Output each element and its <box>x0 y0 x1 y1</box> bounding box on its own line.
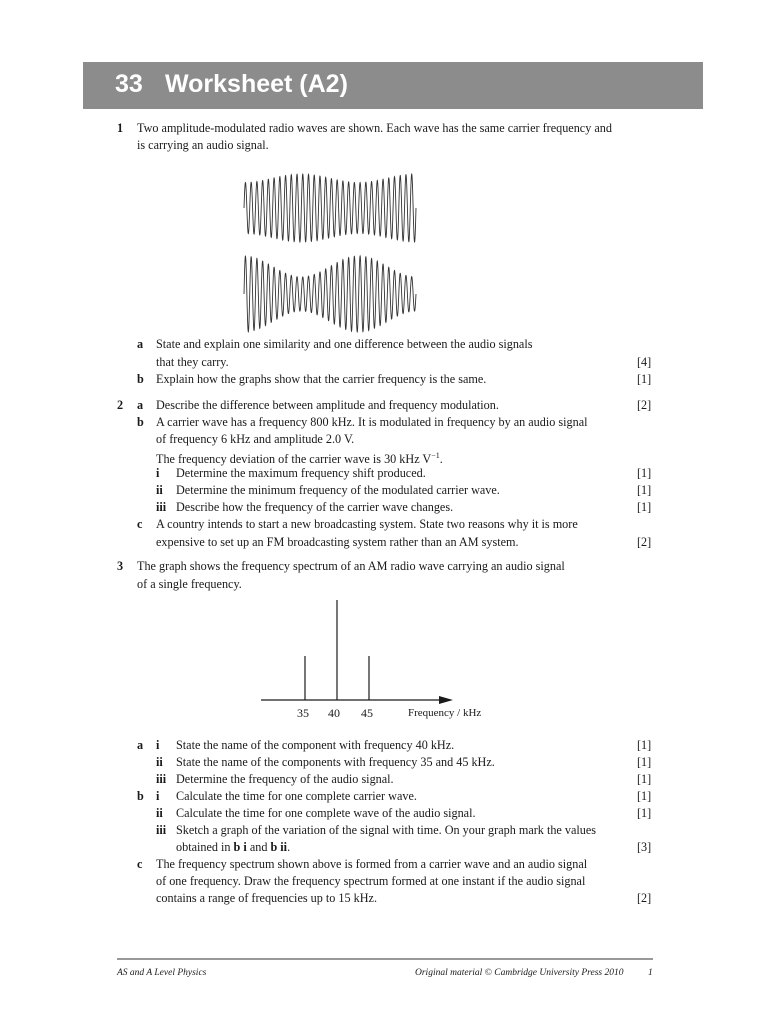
q3biii-ref-bi: b i <box>233 840 247 854</box>
q3bi-marks: [1] <box>637 789 652 803</box>
q3aii-marks: [1] <box>637 755 652 769</box>
q3c-text-line-1: The frequency spectrum shown above is formed from a carrier wave and an audio signal <box>156 857 588 871</box>
q2c-label: c <box>137 517 143 531</box>
q3b-label: b <box>137 789 144 803</box>
q3aiii-marks: [1] <box>637 772 652 786</box>
q3aiii-text: Determine the frequency of the audio signal. <box>176 772 394 786</box>
q2b-label: b <box>137 415 144 429</box>
q1b-label: b <box>137 372 144 386</box>
tick-label-45: 45 <box>361 706 373 720</box>
q1-number: 1 <box>117 121 124 135</box>
q3bi-text: Calculate the time for one complete carrier wave. <box>176 789 417 803</box>
tick-label-40: 40 <box>328 706 340 720</box>
q3-intro-line-2: of a single frequency. <box>137 577 242 591</box>
tick-label-35: 35 <box>297 706 309 720</box>
frequency-axis-arrowhead <box>439 696 453 704</box>
q3bii-marks: [1] <box>637 806 652 820</box>
q1-intro-line-2: is carrying an audio signal. <box>137 138 269 152</box>
worksheet-title: Worksheet (A2) <box>165 70 348 98</box>
q2b-unit-superscript: −1 <box>431 451 440 460</box>
q3biii-marks: [3] <box>637 840 652 854</box>
q2c-text-line-1: A country intends to start a new broadcasting system. State two reasons why it is more <box>156 517 578 531</box>
q2a-label: a <box>137 398 144 412</box>
q2a-text: Describe the difference between amplitude and frequency modulation. <box>156 398 499 412</box>
footer-copyright: Original material © Cambridge University Press 2010 <box>415 968 624 978</box>
q3c-text-line-3: contains a range of frequencies up to 15 kHz. <box>156 891 377 905</box>
q3ai-label: i <box>156 738 160 752</box>
q2b-text-line-2: of frequency 6 kHz and amplitude 2.0 V. <box>156 432 355 446</box>
q3ai-marks: [1] <box>637 738 652 752</box>
chapter-number: 33 <box>115 70 143 98</box>
q1b-marks: [1] <box>637 372 652 386</box>
q2biii-text: Describe how the frequency of the carrier wave changes. <box>176 500 454 514</box>
q2a-marks: [2] <box>637 398 652 412</box>
q2-number: 2 <box>117 398 124 412</box>
q3c-marks: [2] <box>637 891 652 905</box>
q3-intro-line-1: The graph shows the frequency spectrum of an AM radio wave carrying an audio signal <box>137 559 565 573</box>
am-wave-2-figure <box>240 254 420 334</box>
q2b-text-line-3: The frequency deviation of the carrier wave is 30 kHz $V^{-1}$. <box>156 451 443 467</box>
q2biii-label: iii <box>156 500 167 514</box>
spectrum-lines-group <box>305 600 369 700</box>
q3ai-text: State the name of the component with frequency 40 kHz. <box>176 738 455 752</box>
q1b-text: Explain how the graphs show that the carrier frequency is the same. <box>156 372 487 386</box>
q2bi-marks: [1] <box>637 466 652 480</box>
frequency-spectrum-diagram <box>255 596 495 724</box>
q2bii-marks: [1] <box>637 483 652 497</box>
q3a-label: a <box>137 738 144 752</box>
q2bi-label: i <box>156 466 160 480</box>
am-wave-1-figure <box>240 172 420 244</box>
q3biii-text-line-2: obtained in b i and b ii. <box>176 840 291 854</box>
q3biii-text-line-1: Sketch a graph of the variation of the signal with time. On your graph mark the values <box>176 823 597 837</box>
footer-page-number: 1 <box>648 968 653 978</box>
q2c-marks: [2] <box>637 535 652 549</box>
q3bii-text: Calculate the time for one complete wave of the audio signal. <box>176 806 476 820</box>
q3aii-text: State the name of the components with frequency 35 and 45 kHz. <box>176 755 495 769</box>
q2bii-label: ii <box>156 483 163 497</box>
q1-intro-line-1: Two amplitude-modulated radio waves are shown. Each wave has the same carrier frequency and <box>137 121 612 135</box>
am-wave-2-trace <box>244 256 416 332</box>
q2b-text-line-1: A carrier wave has a frequency 800 kHz. It is modulated in frequency by an audio signal <box>156 415 588 429</box>
q3c-label: c <box>137 857 143 871</box>
q3bii-label: ii <box>156 806 163 820</box>
q1a-marks: [4] <box>637 355 652 369</box>
worksheet-header <box>83 62 703 109</box>
footer-divider <box>117 958 653 960</box>
q1a-label: a <box>137 337 144 351</box>
q3aii-label: ii <box>156 755 163 769</box>
frequency-axis-label: Frequency / kHz <box>408 707 482 719</box>
q3aiii-label: iii <box>156 772 167 786</box>
q3biii-label: iii <box>156 823 167 837</box>
q1a-text-line-1: State and explain one similarity and one difference between the audio signals <box>156 337 533 351</box>
q3-number: 3 <box>117 559 124 573</box>
q3bi-label: i <box>156 789 160 803</box>
am-wave-1-trace <box>244 174 416 242</box>
q3c-text-line-2: of one frequency. Draw the frequency spectrum formed at one instant if the audio signal <box>156 874 586 888</box>
footer-course: AS and A Level Physics <box>117 968 207 978</box>
q1a-text-line-2: that they carry. <box>156 355 229 369</box>
q2bi-text: Determine the maximum frequency shift produced. <box>176 466 426 480</box>
q2bii-text: Determine the minimum frequency of the modulated carrier wave. <box>176 483 500 497</box>
q2c-text-line-2: expensive to set up an FM broadcasting system rather than an AM system. <box>156 535 519 549</box>
q2biii-marks: [1] <box>637 500 652 514</box>
q3biii-ref-bii: b ii <box>270 840 288 854</box>
